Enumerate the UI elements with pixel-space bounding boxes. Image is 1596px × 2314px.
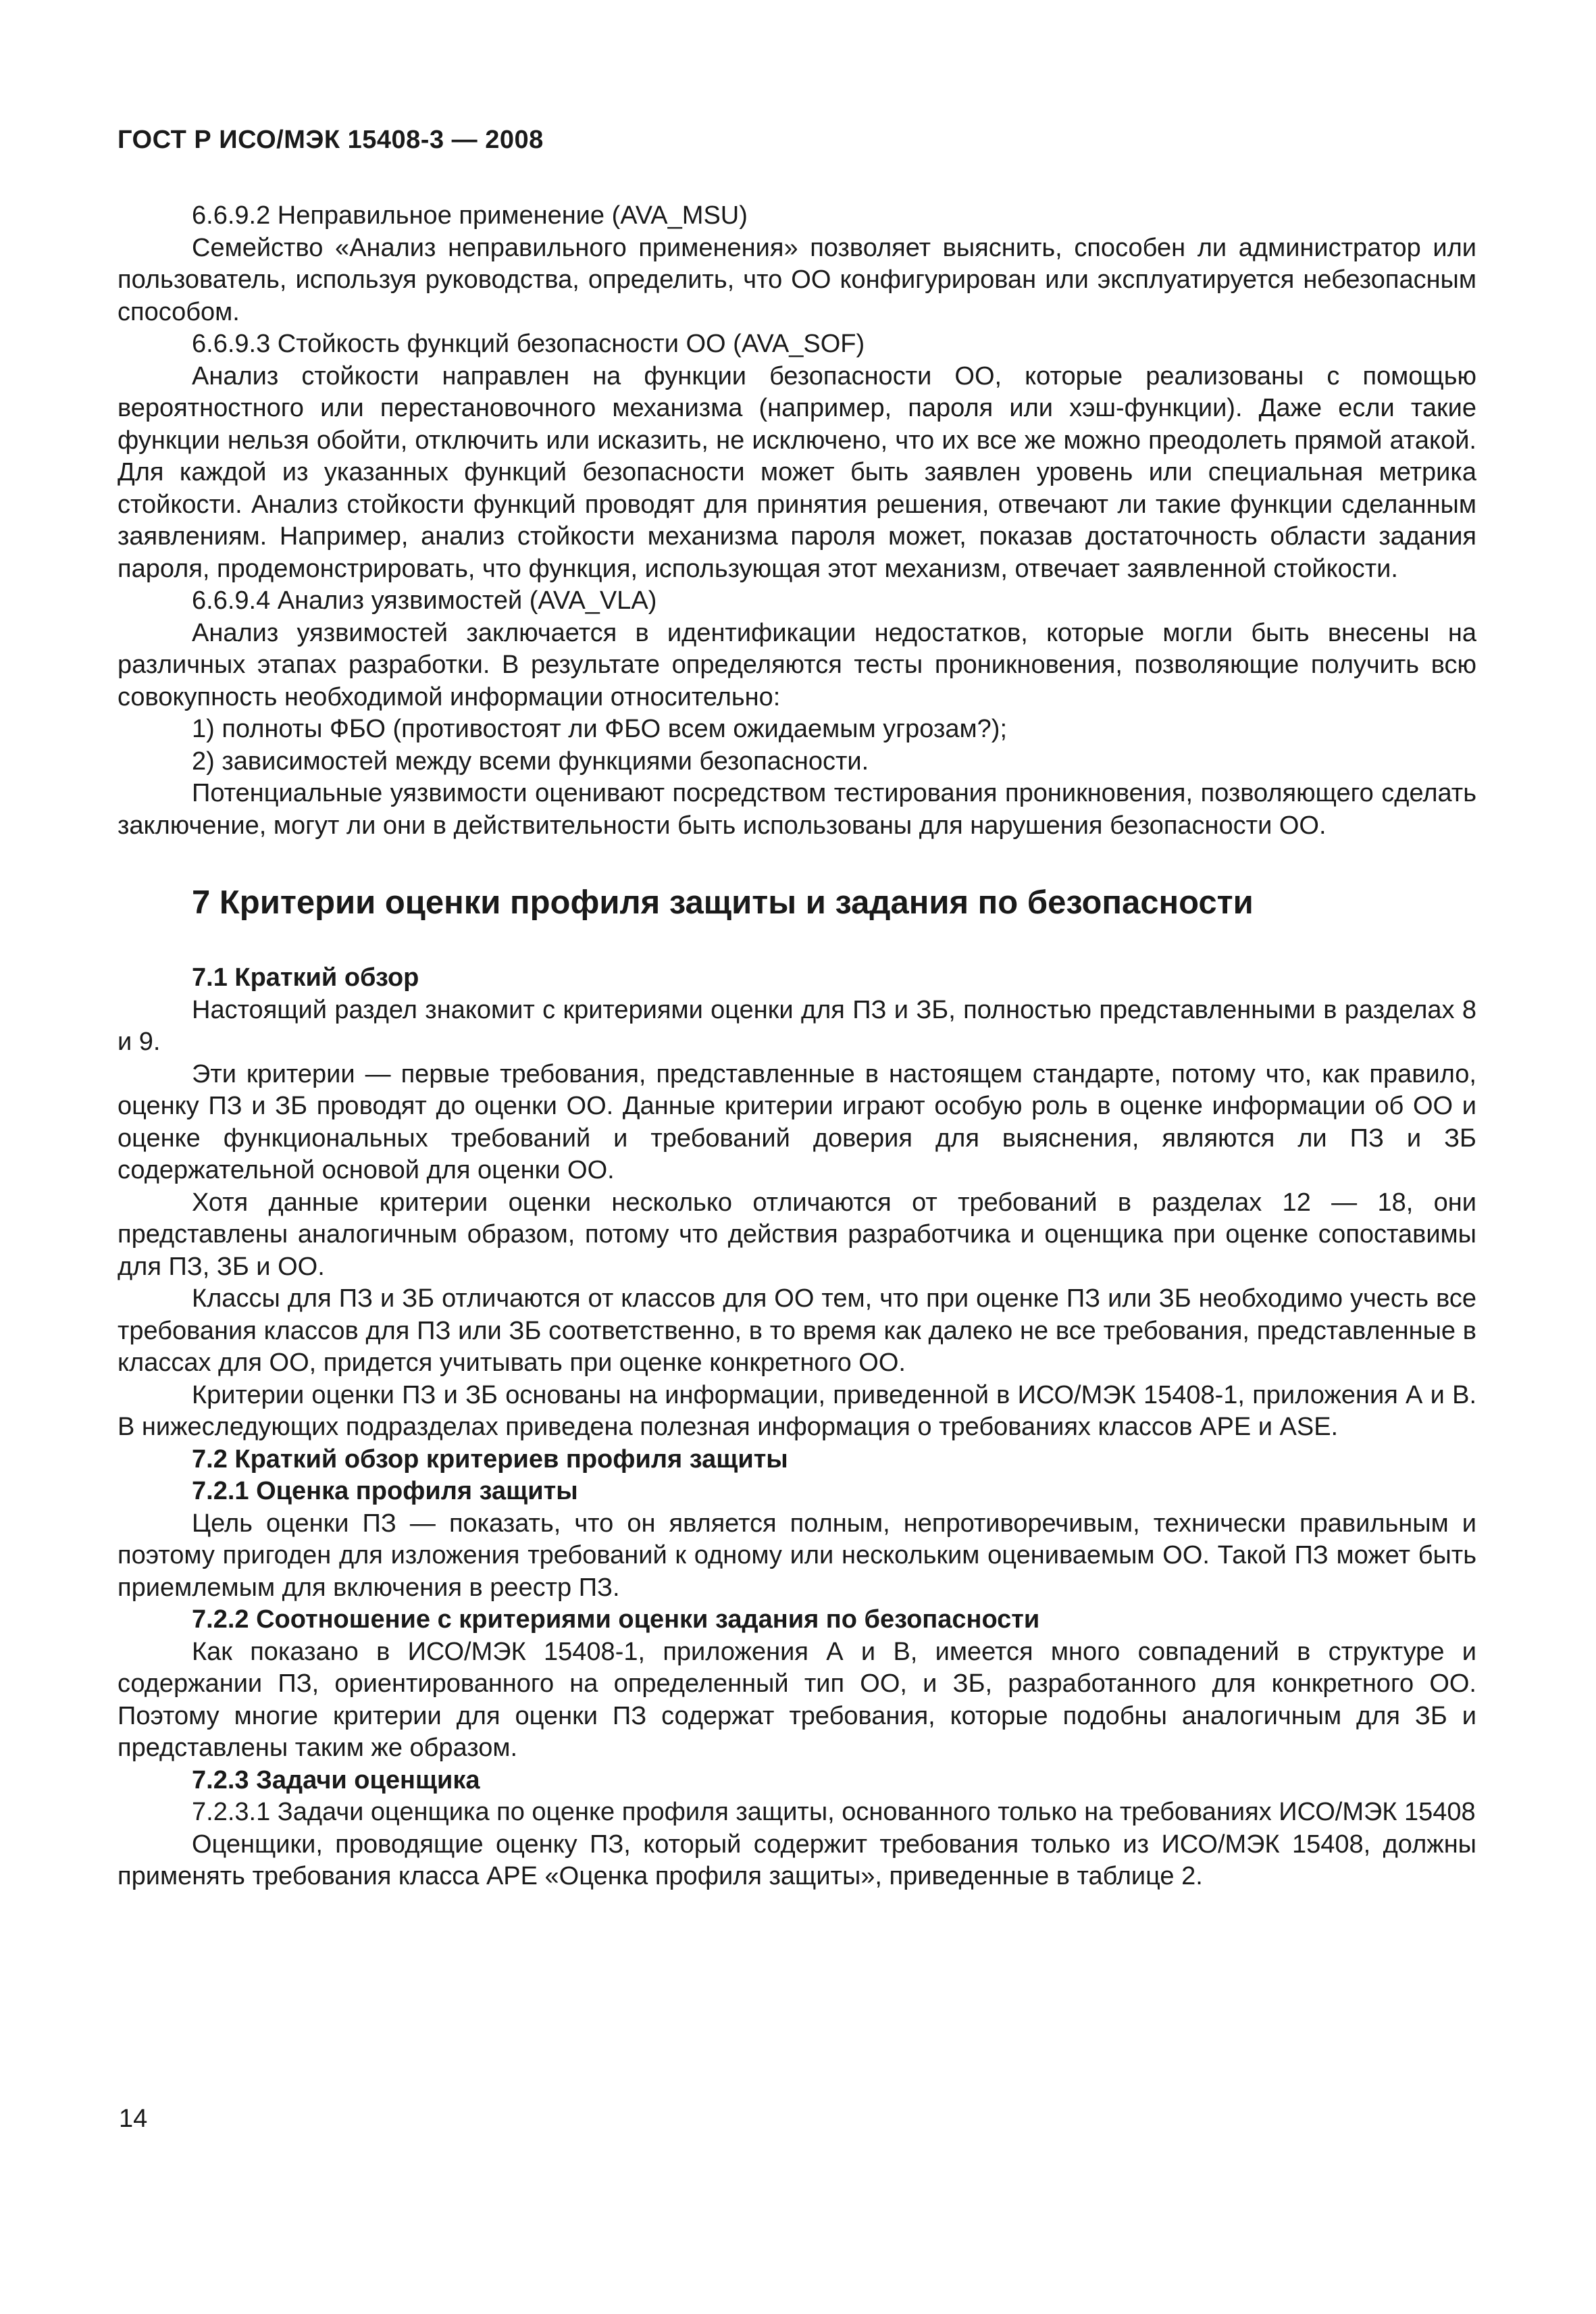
subsection-heading-7-2-1: 7.2.1 Оценка профиля защиты — [192, 1477, 578, 1505]
page-header: ГОСТ Р ИСО/МЭК 15408-3 — 2008 — [118, 126, 544, 154]
subsection-heading-7-1: 7.1 Краткий обзор — [192, 963, 419, 992]
list-item: 1) полноты ФБО (противостоят ли ФБО всем ожидаемым угрозам?); — [192, 715, 1008, 743]
page-number: 14 — [119, 2105, 148, 2133]
list-item: 2) зависимостей между всеми функциями безопасности. — [192, 747, 869, 776]
subsection-heading-7-2-2: 7.2.2 Соотношение с критериями оценки задания по безопасности — [192, 1605, 1040, 1634]
body-paragraph: Настоящий раздел знакомит с критериями оценки для ПЗ и ЗБ, полностью представленными в разделах 8 и 9. — [118, 995, 1476, 1056]
chapter-title: 7 Критерии оценки профиля защиты и задания по безопасности — [192, 884, 1254, 921]
body-paragraph: Семейство «Анализ неправильного применения» позволяет выяснить, способен ли администратор или пользователь, используя руководства, определить, что ОО конфигурирован или эксплуатируется небезопасным способом. — [118, 233, 1476, 326]
body-paragraph: Как показано в ИСО/МЭК 15408-1, приложения А и В, имеется много совпадений в структуре и содержании ПЗ, ориентированного на определенный тип ОО, и ЗБ, разработанного для конкретного ОО. Поэтому многие критерии для оценки ПЗ содержат требования, которые подобны аналогичным для ЗБ и представлены таким же образом. — [118, 1637, 1476, 1762]
body-paragraph: Оценщики, проводящие оценку ПЗ, который содержит требования только из ИСО/МЭК 15408, должны применять требования класса АРЕ «Оценка профиля защиты», приведенные в таблице 2. — [118, 1830, 1476, 1890]
body-paragraph: Критерии оценки ПЗ и ЗБ основаны на информации, приведенной в ИСО/МЭК 15408-1, приложения А и В. В нижеследующих подразделах приведена полезная информация о требованиях классов АРЕ и ASE. — [118, 1380, 1476, 1441]
body-paragraph: Хотя данные критерии оценки несколько отличаются от требований в разделах 12 — 18, они представлены аналогичным образом, потому что действия разработчика и оценщика при оценке сопоставимы для ПЗ, ЗБ и ОО. — [118, 1188, 1476, 1281]
subsection-heading-7-2: 7.2 Краткий обзор критериев профиля защиты — [192, 1444, 788, 1474]
section-heading-7-2-3-1: 7.2.3.1 Задачи оценщика по оценке профиля защиты, основанного только на требованиях ИСО/МЭК 15408 — [192, 1798, 1476, 1826]
section-heading-6-6-9-4: 6.6.9.4 Анализ уязвимостей (AVA_VLA) — [192, 586, 657, 615]
section-heading-6-6-9-3: 6.6.9.3 Стойкость функций безопасности ОО (AVA_SOF) — [192, 330, 865, 358]
body-paragraph: Классы для ПЗ и ЗБ отличаются от классов для ОО тем, что при оценке ПЗ или ЗБ необходимо учесть все требования классов для ПЗ или ЗБ соответственно, в то время как далеко не все требования, представленные в классах для ОО, придется учитывать при оценке конкретного ОО. — [118, 1284, 1476, 1377]
subsection-heading-7-2-3: 7.2.3 Задачи оценщика — [192, 1765, 480, 1794]
body-paragraph: Потенциальные уязвимости оценивают посредством тестирования проникновения, позволяющего сделать заключение, могут ли они в действительности быть использованы для нарушения безопасности ОО. — [118, 779, 1476, 840]
body-paragraph: Цель оценки ПЗ — показать, что он является полным, непротиворечивым, технически правильным и поэтому пригоден для изложения требований к одному или нескольким оцениваемым ОО. Такой ПЗ может быть приемлемым для включения в реестр ПЗ. — [118, 1509, 1476, 1602]
body-paragraph: Эти критерии — первые требования, представленные в настоящем стандарте, потому что, как правило, оценку ПЗ и ЗБ проводят до оценки ОО. Данные критерии играют особую роль в оценке информации об ОО и оценке функциональных требований и требований доверия для выяснения, являются ли ПЗ и ЗБ содержательной основой для оценки ОО. — [118, 1059, 1476, 1184]
body-paragraph: Анализ уязвимостей заключается в идентификации недостатков, которые могли быть внесены на различных этапах разработки. В результате определяются тесты проникновения, позволяющие получить всю совокупность необходимой информации относительно: — [118, 618, 1476, 711]
document-body — [118, 200, 1476, 1893]
section-heading-6-6-9-2: 6.6.9.2 Неправильное применение (AVA_MSU) — [192, 201, 748, 230]
body-paragraph: Анализ стойкости направлен на функции безопасности ОО, которые реализованы с помощью вероятностного или перестановочного механизма (например, пароля или хэш-функции). Даже если такие функции нельзя обойти, отключить или исказить, не исключено, что их все же можно преодолеть прямой атакой. Для каждой из указанных функций безопасности может быть заявлен уровень или специальная метрика стойкости. Анализ стойкости функций проводят для принятия решения, отвечают ли такие функции сделанным заявлениям. Например, анализ стойкости механизма пароля может, показав достаточность области задания пароля, продемонстрировать, что функция, использующая этот механизм, отвечает заявленной стойкости. — [118, 361, 1476, 583]
